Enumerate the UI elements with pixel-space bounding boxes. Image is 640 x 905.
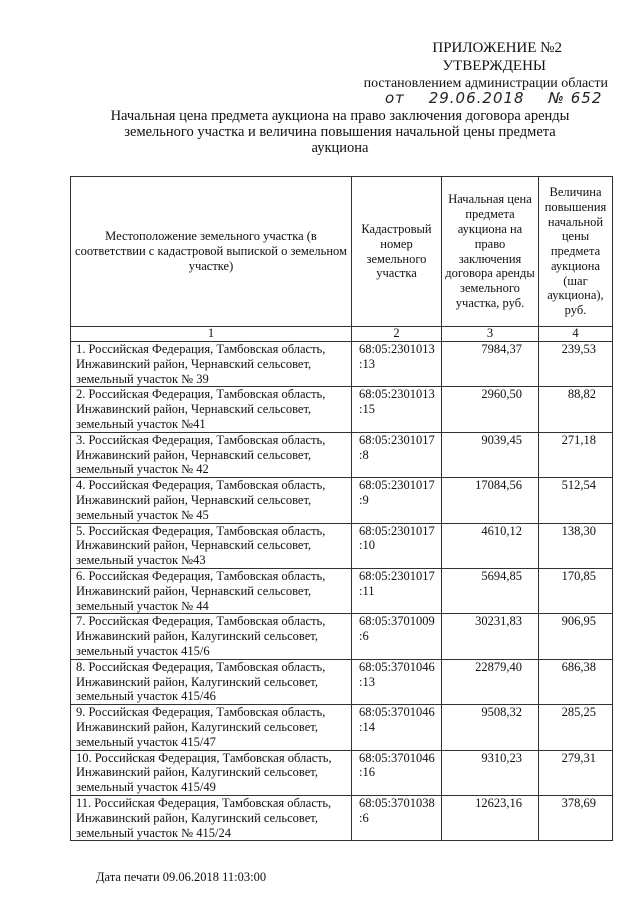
cell-step: 138,30	[539, 523, 613, 568]
cell-cadastral: 68:05:2301017 :9	[352, 478, 442, 523]
cell-price: 12623,16	[442, 795, 539, 840]
header-step: Величина повышения начальной цены предмета аукциона (шаг аукциона), руб.	[539, 177, 613, 327]
cell-location: 7. Российская Федерация, Тамбовская область, Инжавинский район, Калугинский сельсовет, земельный участок 415/6	[71, 614, 352, 659]
cell-price: 9508,32	[442, 705, 539, 750]
cell-location: 8. Российская Федерация, Тамбовская область, Инжавинский район, Калугинский сельсовет, земельный участок 415/46	[71, 659, 352, 704]
cell-location: 5. Российская Федерация, Тамбовская область, Инжавинский район, Чернавский сельсовет, земельный участок №43	[71, 523, 352, 568]
cell-cadastral: 68:05:3701038 :6	[352, 795, 442, 840]
cell-cadastral: 68:05:2301017 :10	[352, 523, 442, 568]
cell-cadastral: 68:05:2301013 :15	[352, 387, 442, 432]
cell-price: 5694,85	[442, 568, 539, 613]
cell-step: 239,53	[539, 342, 613, 387]
approved-label: УТВЕРЖДЕНЫ	[442, 58, 546, 74]
cell-step: 378,69	[539, 795, 613, 840]
table-row	[71, 705, 613, 750]
decree-label: постановлением администрации области	[363, 76, 608, 91]
cell-price: 4610,12	[442, 523, 539, 568]
appendix-label: ПРИЛОЖЕНИЕ №2	[432, 40, 562, 56]
table-row	[71, 478, 613, 523]
table-row	[71, 614, 613, 659]
table-row	[71, 387, 613, 432]
cell-step: 906,95	[539, 614, 613, 659]
table-row	[71, 432, 613, 477]
column-number: 4	[539, 327, 613, 342]
handwritten-date: 29.06.2018	[428, 89, 525, 107]
table-row	[71, 523, 613, 568]
table-row	[71, 342, 613, 387]
cell-cadastral: 68:05:3701046 :16	[352, 750, 442, 795]
cell-step: 170,85	[539, 568, 613, 613]
cell-step: 686,38	[539, 659, 613, 704]
cell-location: 1. Российская Федерация, Тамбовская область, Инжавинский район, Чернавский сельсовет, земельный участок № 39	[71, 342, 352, 387]
cell-price: 2960,50	[442, 387, 539, 432]
cell-cadastral: 68:05:2301017 :8	[352, 432, 442, 477]
column-number: 1	[71, 327, 352, 342]
handwritten-from: от	[385, 89, 405, 107]
column-number: 3	[442, 327, 539, 342]
document-title: Начальная цена предмета аукциона на право заключения договора аренды земельного участка и величина повышения начальной цены предмета аукциона	[110, 108, 570, 156]
table-row	[71, 659, 613, 704]
handwritten-number: № 652	[548, 89, 603, 107]
cell-step: 512,54	[539, 478, 613, 523]
cell-cadastral: 68:05:3701046 :13	[352, 659, 442, 704]
auction-table	[70, 176, 613, 841]
cell-cadastral: 68:05:3701046 :14	[352, 705, 442, 750]
cell-price: 9310,23	[442, 750, 539, 795]
cell-price: 17084,56	[442, 478, 539, 523]
table-row	[71, 750, 613, 795]
cell-location: 10. Российская Федерация, Тамбовская область, Инжавинский район, Калугинский сельсовет, земельный участок 415/49	[71, 750, 352, 795]
column-number-row	[71, 327, 613, 342]
header-location: Местоположение земельного участка (в соответствии с кадастровой выпиской о земельном участке)	[71, 177, 352, 327]
cell-step: 271,18	[539, 432, 613, 477]
header-price: Начальная цена предмета аукциона на право заключения договора аренды земельного участка, руб.	[442, 177, 539, 327]
cell-step: 285,25	[539, 705, 613, 750]
cell-location: 2. Российская Федерация, Тамбовская область, Инжавинский район, Чернавский сельсовет, земельный участок №41	[71, 387, 352, 432]
cell-price: 22879,40	[442, 659, 539, 704]
cell-cadastral: 68:05:3701009 :6	[352, 614, 442, 659]
header-cadastral: Кадастровый номер земельного участка	[352, 177, 442, 327]
cell-cadastral: 68:05:2301017 :11	[352, 568, 442, 613]
table-row	[71, 795, 613, 840]
cell-step: 88,82	[539, 387, 613, 432]
handwritten-date-number	[385, 89, 620, 107]
table-header-row	[71, 177, 613, 327]
cell-location: 6. Российская Федерация, Тамбовская область, Инжавинский район, Чернавский сельсовет, земельный участок № 44	[71, 568, 352, 613]
cell-step: 279,31	[539, 750, 613, 795]
column-number: 2	[352, 327, 442, 342]
cell-location: 9. Российская Федерация, Тамбовская область, Инжавинский район, Калугинский сельсовет, земельный участок 415/47	[71, 705, 352, 750]
cell-price: 9039,45	[442, 432, 539, 477]
cell-location: 4. Российская Федерация, Тамбовская область, Инжавинский район, Чернавский сельсовет, земельный участок № 45	[71, 478, 352, 523]
cell-price: 30231,83	[442, 614, 539, 659]
cell-location: 11. Российская Федерация, Тамбовская область, Инжавинский район, Калугинский сельсовет, земельный участок № 415/24	[71, 795, 352, 840]
cell-price: 7984,37	[442, 342, 539, 387]
table-row	[71, 568, 613, 613]
print-date: Дата печати 09.06.2018 11:03:00	[96, 870, 267, 884]
cell-cadastral: 68:05:2301013 :13	[352, 342, 442, 387]
cell-location: 3. Российская Федерация, Тамбовская область, Инжавинский район, Чернавский сельсовет, земельный участок № 42	[71, 432, 352, 477]
